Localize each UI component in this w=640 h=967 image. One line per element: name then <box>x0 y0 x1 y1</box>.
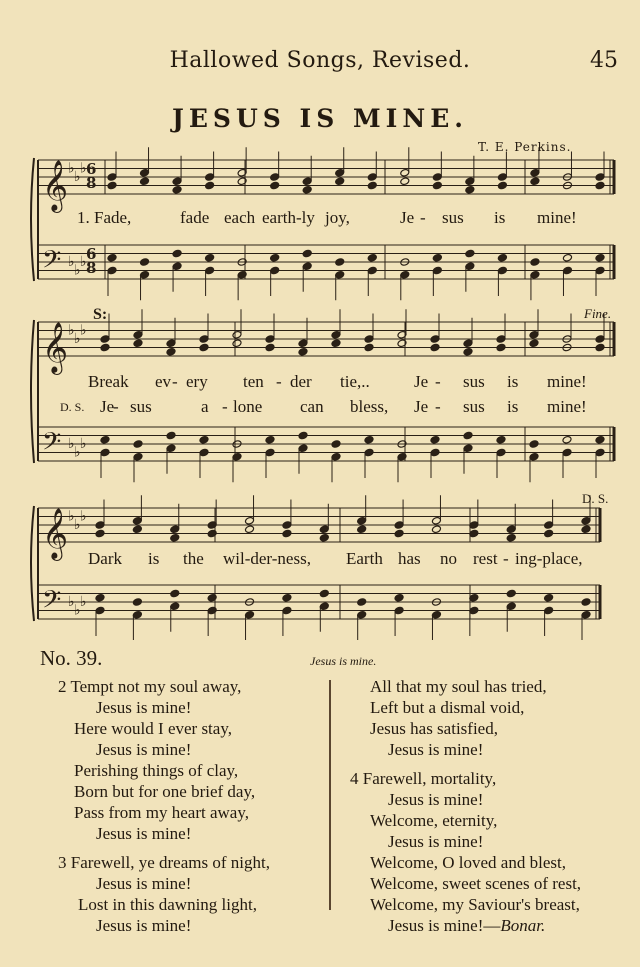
note-head <box>431 516 441 525</box>
lyric-word-refrain: Break <box>88 372 129 391</box>
note-head <box>170 602 180 611</box>
lyric-word-verse1: sus <box>442 208 464 227</box>
note-head <box>581 610 591 619</box>
note-head <box>331 452 341 461</box>
note-head <box>207 593 217 602</box>
note-head <box>107 181 117 190</box>
lyric-word-ds: sus <box>130 397 152 416</box>
note-head <box>172 249 182 258</box>
lyric-word-refrain: ten <box>243 372 264 391</box>
flat-sign: ♭ <box>74 262 81 279</box>
note-head <box>282 521 292 530</box>
verse-line: Jesus is mine! <box>388 790 484 809</box>
note-head <box>357 610 367 619</box>
note-head <box>335 177 345 186</box>
note-head <box>394 529 404 538</box>
note-head <box>530 258 540 267</box>
lyric-word-ds: Je <box>100 397 115 416</box>
note-head <box>496 343 506 352</box>
note-head <box>265 335 275 344</box>
flat-sign: ♭ <box>68 254 75 270</box>
lyric-word-ds: - <box>222 397 228 416</box>
note-head <box>364 343 374 352</box>
note-head <box>595 448 605 457</box>
note-head <box>237 177 247 186</box>
column-divider <box>329 680 331 910</box>
note-head <box>100 435 110 444</box>
note-head <box>132 610 142 619</box>
note-head <box>581 598 591 607</box>
flat-sign: ♭ <box>80 160 87 177</box>
note-head <box>132 598 142 607</box>
note-head <box>335 258 345 267</box>
note-head <box>133 452 143 461</box>
lyric-word-ds: D. S. <box>60 400 85 414</box>
note-head <box>544 521 554 530</box>
note-head <box>282 593 292 602</box>
verse-line: 2 Tempt not my soul away, <box>58 677 242 696</box>
note-head <box>595 181 605 190</box>
note-head <box>400 177 410 186</box>
lyric-word-ds: - <box>435 397 441 416</box>
verse-line: Jesus is mine! <box>96 874 192 893</box>
note-head <box>265 448 275 457</box>
note-head <box>581 516 591 525</box>
note-head <box>357 516 367 525</box>
lyric-word-ds: can <box>300 397 324 416</box>
bass-clef-icon: 𝄢 <box>42 245 62 281</box>
flat-sign: ♭ <box>80 594 87 610</box>
note-head <box>107 266 117 275</box>
note-head <box>133 330 143 339</box>
note-head <box>432 181 442 190</box>
verse-line: Left but a dismal void, <box>370 698 525 717</box>
time-signature: 8 <box>86 259 97 277</box>
note-head <box>506 602 516 611</box>
note-head <box>302 185 312 194</box>
note-head <box>562 253 572 262</box>
note-head <box>394 593 404 602</box>
note-head <box>432 173 442 182</box>
flat-sign: ♭ <box>80 254 87 270</box>
note-head <box>132 525 142 534</box>
verse-line: Born but for one brief day, <box>74 782 256 801</box>
lyric-word-refrain: tie,.. <box>340 372 370 391</box>
note-head <box>140 258 150 267</box>
note-head <box>95 529 105 538</box>
lyric-word-verse2: no <box>440 549 457 568</box>
lyric-word-verse1: is <box>494 208 506 227</box>
lyric-word-ds: sus <box>463 397 485 416</box>
note-head <box>199 343 209 352</box>
note-head <box>595 173 605 182</box>
note-head <box>432 266 442 275</box>
verse-line: Here would I ever stay, <box>74 719 232 738</box>
note-head <box>140 168 150 177</box>
note-head <box>133 440 143 449</box>
note-head <box>529 330 539 339</box>
note-head <box>544 593 554 602</box>
lyric-word-verse1: fade <box>180 208 210 227</box>
note-head <box>270 253 280 262</box>
note-head <box>465 262 475 271</box>
note-head <box>367 173 377 182</box>
note-head <box>166 347 176 356</box>
note-head <box>394 606 404 615</box>
ds-marker: D. S. <box>582 491 609 506</box>
lyric-word-refrain: - <box>172 372 178 391</box>
lyric-word-verse2: rest <box>473 549 498 568</box>
time-signature: 6 <box>86 245 97 263</box>
note-head <box>166 339 176 348</box>
flat-sign: ♭ <box>74 517 81 533</box>
note-head <box>562 435 572 444</box>
note-head <box>205 173 215 182</box>
note-head <box>95 606 105 615</box>
lyric-word-verse2: wil-der-ness, <box>223 549 311 568</box>
note-head <box>357 525 367 534</box>
note-head <box>364 335 374 344</box>
note-head <box>529 339 539 348</box>
note-head <box>431 610 441 619</box>
note-head <box>400 270 410 279</box>
lyric-word-ds: bless, <box>350 397 389 416</box>
note-head <box>463 431 473 440</box>
lyric-word-verse1: 1. Fade, <box>77 208 132 227</box>
note-head <box>172 262 182 271</box>
note-head <box>133 339 143 348</box>
note-head <box>319 589 329 598</box>
note-head <box>207 521 217 530</box>
composer-credit: T. E. Perkins. <box>478 140 572 154</box>
verse-line: Jesus is mine!—Bonar. <box>388 916 546 935</box>
verse-line: 3 Farewell, ye dreams of night, <box>58 853 270 872</box>
fine-marker: Fine. <box>584 306 612 321</box>
system-bracket <box>31 320 34 463</box>
note-head <box>335 270 345 279</box>
author-attribution: Bonar. <box>500 916 546 935</box>
lyric-word-verse2: has <box>398 549 421 568</box>
lyric-word-verse1: each <box>224 208 256 227</box>
flat-sign: ♭ <box>68 436 75 452</box>
note-head <box>205 266 215 275</box>
note-head <box>140 177 150 186</box>
hymn-title: JESUS IS MINE. <box>172 104 468 133</box>
flat-sign: ♭ <box>68 322 75 339</box>
note-head <box>506 589 516 598</box>
note-head <box>265 343 275 352</box>
note-head <box>331 330 341 339</box>
lyric-word-ds: is <box>507 397 519 416</box>
bass-clef-icon: 𝄢 <box>42 585 62 621</box>
note-head <box>100 448 110 457</box>
note-head <box>595 335 605 344</box>
tune-note: Jesus is mine. <box>310 654 377 668</box>
note-head <box>496 448 506 457</box>
time-signature: 6 <box>86 160 97 178</box>
verse-line: Perishing things of clay, <box>74 761 239 780</box>
note-head <box>100 335 110 344</box>
note-head <box>431 525 441 534</box>
note-head <box>581 525 591 534</box>
note-head <box>282 529 292 538</box>
note-head <box>430 343 440 352</box>
note-head <box>298 339 308 348</box>
note-head <box>172 177 182 186</box>
note-head <box>497 266 507 275</box>
note-head <box>245 525 255 534</box>
note-head <box>232 339 242 348</box>
treble-clef-icon: 𝄞 <box>42 160 69 211</box>
note-head <box>595 253 605 262</box>
note-head <box>95 521 105 530</box>
note-head <box>529 440 539 449</box>
lyric-word-ds: lone <box>233 397 263 416</box>
flat-sign: ♭ <box>80 436 87 452</box>
verse-line: All that my soul has tried, <box>370 677 547 696</box>
lyric-word-verse2: Earth <box>346 549 383 568</box>
lyric-word-verse1: - <box>420 208 426 227</box>
note-head <box>199 435 209 444</box>
note-head <box>595 266 605 275</box>
note-head <box>463 347 473 356</box>
flat-sign: ♭ <box>74 331 81 347</box>
note-head <box>199 448 209 457</box>
note-head <box>394 521 404 530</box>
flat-sign: ♭ <box>68 508 75 525</box>
note-head <box>270 173 280 182</box>
verse-line: Welcome, eternity, <box>370 811 498 830</box>
note-head <box>530 177 540 186</box>
flat-sign: ♭ <box>74 444 81 461</box>
note-head <box>331 339 341 348</box>
lyric-word-ds: Je <box>414 397 429 416</box>
note-head <box>331 440 341 449</box>
note-head <box>302 262 312 271</box>
lyric-word-verse1: Je <box>400 208 415 227</box>
verse-line: Jesus is mine! <box>96 740 192 759</box>
note-head <box>237 270 247 279</box>
verse-line: Jesus has satisfied, <box>370 719 498 738</box>
lyric-word-verse2: ing-place, <box>515 549 583 568</box>
note-head <box>400 168 410 177</box>
note-head <box>430 335 440 344</box>
note-head <box>282 606 292 615</box>
verse-line: Jesus is mine! <box>96 698 192 717</box>
note-head <box>207 529 217 538</box>
note-head <box>237 168 247 177</box>
note-head <box>232 452 242 461</box>
lyric-word-refrain: Je <box>414 372 429 391</box>
note-head <box>562 448 572 457</box>
note-head <box>430 448 440 457</box>
verse-line: Welcome, my Saviour's breast, <box>370 895 580 914</box>
bass-clef-icon: 𝄢 <box>42 427 62 463</box>
lyric-word-verse2: Dark <box>88 549 122 568</box>
flat-sign: ♭ <box>74 602 81 619</box>
flat-sign: ♭ <box>68 160 75 177</box>
lyric-word-refrain: ev <box>155 372 172 391</box>
lyric-word-verse1: joy, <box>325 208 350 227</box>
flat-sign: ♭ <box>68 594 75 610</box>
lyric-word-ds: a <box>201 397 209 416</box>
segno-sign: S: <box>93 306 108 323</box>
lyric-word-ds: - <box>113 397 119 416</box>
note-head <box>245 516 255 525</box>
lyric-word-refrain: mine! <box>547 372 587 391</box>
note-head <box>270 266 280 275</box>
note-head <box>172 185 182 194</box>
verse-line: Welcome, O loved and blest, <box>370 853 566 872</box>
note-head <box>335 168 345 177</box>
note-head <box>465 185 475 194</box>
note-head <box>95 593 105 602</box>
note-head <box>496 335 506 344</box>
verse-line: Jesus is mine! <box>388 740 484 759</box>
note-head <box>132 516 142 525</box>
note-head <box>270 181 280 190</box>
lyric-word-refrain: - <box>276 372 282 391</box>
running-title: Hallowed Songs, Revised. <box>169 48 471 73</box>
note-head <box>205 253 215 262</box>
verse-line: Jesus is mine! <box>388 832 484 851</box>
note-head <box>595 343 605 352</box>
note-head <box>207 606 217 615</box>
note-head <box>506 533 516 542</box>
note-head <box>430 435 440 444</box>
note-head <box>265 435 275 444</box>
lyric-word-verse2: - <box>503 549 509 568</box>
flat-sign: ♭ <box>80 508 87 525</box>
system-bracket <box>31 158 34 281</box>
note-head <box>166 444 176 453</box>
lyric-word-refrain: sus <box>463 372 485 391</box>
note-head <box>166 431 176 440</box>
treble-clef-icon: 𝄞 <box>42 508 69 559</box>
verse-line: 4 Farewell, mortality, <box>350 769 497 788</box>
note-head <box>544 529 554 538</box>
verse-line: Jesus is mine! <box>96 916 192 935</box>
note-head <box>367 253 377 262</box>
note-head <box>319 525 329 534</box>
lyric-word-ds: mine! <box>547 397 587 416</box>
note-head <box>367 266 377 275</box>
note-head <box>530 168 540 177</box>
note-head <box>107 173 117 182</box>
lyric-word-refrain: ery <box>186 372 208 391</box>
note-head <box>529 452 539 461</box>
note-head <box>170 525 180 534</box>
note-head <box>302 249 312 258</box>
verse-line: Lost in this dawning light, <box>78 895 257 914</box>
lyric-word-refrain: is <box>507 372 519 391</box>
note-head <box>367 181 377 190</box>
note-head <box>497 173 507 182</box>
note-head <box>245 610 255 619</box>
note-head <box>140 270 150 279</box>
note-head <box>100 343 110 352</box>
note-head <box>357 598 367 607</box>
lyric-word-verse2: is <box>148 549 160 568</box>
note-head <box>595 435 605 444</box>
note-head <box>298 444 308 453</box>
lyric-word-refrain: - <box>435 372 441 391</box>
note-head <box>302 177 312 186</box>
verse-line: Pass from my heart away, <box>74 803 249 822</box>
note-head <box>364 448 374 457</box>
note-head <box>530 270 540 279</box>
verse-line: Welcome, sweet scenes of rest, <box>370 874 582 893</box>
lyric-word-verse2: the <box>183 549 204 568</box>
note-head <box>463 339 473 348</box>
note-head <box>232 330 242 339</box>
system-bracket <box>31 506 34 621</box>
note-head <box>463 444 473 453</box>
time-signature: 8 <box>86 174 97 192</box>
note-head <box>544 606 554 615</box>
note-head <box>497 181 507 190</box>
lyric-word-verse1: earth-ly <box>262 208 315 227</box>
note-head <box>496 435 506 444</box>
treble-clef-icon: 𝄞 <box>42 322 69 373</box>
note-head <box>298 347 308 356</box>
hymn-number: No. 39. <box>40 646 103 670</box>
note-head <box>298 431 308 440</box>
lyric-word-refrain: der <box>290 372 312 391</box>
note-head <box>205 181 215 190</box>
note-head <box>432 253 442 262</box>
flat-sign: ♭ <box>74 169 81 185</box>
note-head <box>170 589 180 598</box>
note-head <box>319 533 329 542</box>
note-head <box>107 253 117 262</box>
note-head <box>465 249 475 258</box>
lyric-word-verse1: mine! <box>537 208 577 227</box>
page-number: 45 <box>590 48 618 73</box>
note-head <box>364 435 374 444</box>
note-head <box>562 266 572 275</box>
verse-line: Jesus is mine! <box>96 824 192 843</box>
note-head <box>497 253 507 262</box>
note-head <box>506 525 516 534</box>
note-head <box>170 533 180 542</box>
note-head <box>465 177 475 186</box>
note-head <box>199 335 209 344</box>
note-head <box>319 602 329 611</box>
flat-sign: ♭ <box>80 322 87 339</box>
